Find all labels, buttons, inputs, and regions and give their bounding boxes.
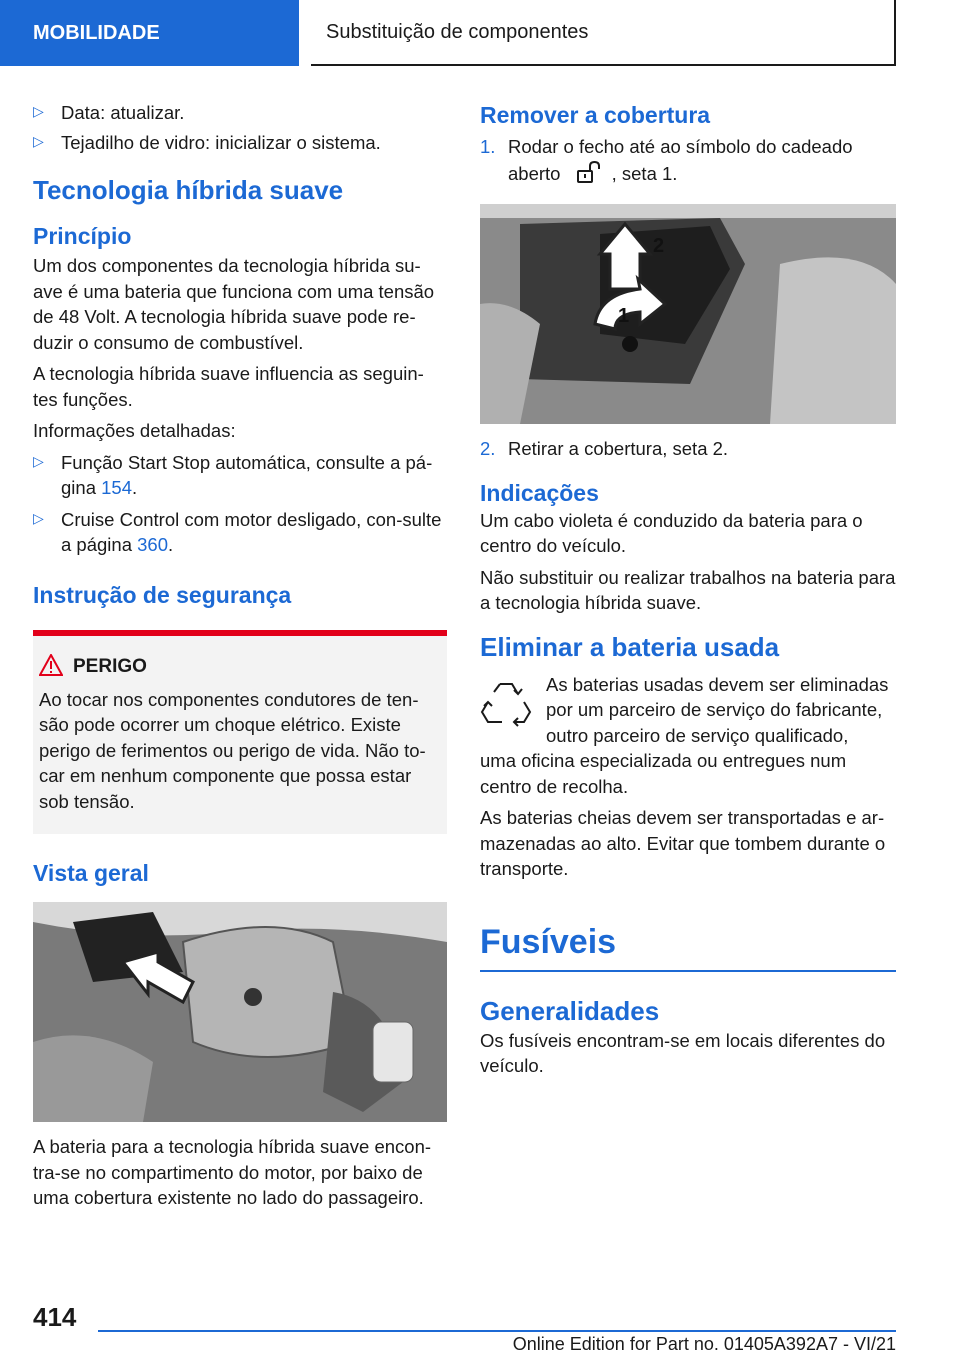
chapter-title: Substituição de componentes — [326, 20, 589, 43]
step-item: 1. Rodar o fecho até ao símbolo do cadeado aberto , seta 1. — [480, 134, 896, 190]
paragraph: As baterias usadas devem ser eliminadas por um parceiro de serviço do fabricante, outro parceiro de serviço qualificado, — [546, 673, 889, 746]
heading-eliminar: Eliminar a bateria usada — [480, 631, 780, 662]
arrow-label-2: 2 — [653, 235, 665, 257]
page-link[interactable]: 360 — [137, 534, 168, 555]
section-title: MOBILIDADE — [33, 21, 160, 44]
heading-fusiveis: Fusíveis — [480, 922, 617, 961]
footer-rule — [98, 1330, 896, 1332]
paragraph: uma oficina especializada ou entregues num centro de recolha. — [480, 750, 847, 797]
list-item: ▷ Cruise Control com motor desligado, con-sulte a página 360. — [33, 507, 447, 558]
padlock-open-icon — [576, 160, 602, 191]
page-link[interactable]: 154 — [101, 477, 132, 498]
battery-cover-photo — [480, 204, 896, 424]
engine-bay-photo — [33, 902, 447, 1122]
triangle-bullet-icon: ▷ — [33, 132, 44, 149]
step-item: 2. Retirar a cobertura, seta 2. — [480, 436, 896, 462]
heading-vista-geral: Vista geral — [33, 860, 149, 886]
step-number: 2. — [480, 438, 496, 459]
paragraph: A tecnologia híbrida suave influencia as seguin-tes funções. — [33, 363, 424, 410]
list-item: ▷ Data: atualizar. — [33, 100, 447, 126]
paragraph: Um cabo violeta é conduzido da bateria para o centro do veículo. — [480, 509, 863, 556]
arrow-label-1: 1 — [618, 305, 630, 327]
triangle-bullet-icon: ▷ — [33, 509, 44, 526]
list-item: ▷ Tejadilho de vidro: inicializar o sistema. — [33, 130, 447, 156]
triangle-bullet-icon: ▷ — [33, 452, 44, 469]
paragraph: Não substituir ou realizar trabalhos na bateria para a tecnologia híbrida suave. — [480, 566, 896, 613]
chapter-header — [311, 0, 896, 66]
heading-remover: Remover a cobertura — [480, 102, 711, 128]
triangle-bullet-icon: ▷ — [33, 103, 44, 119]
danger-header — [39, 654, 439, 681]
danger-box — [33, 630, 447, 835]
paragraph: Informações detalhadas: — [33, 420, 236, 441]
section-tab — [0, 0, 299, 66]
photo-caption: A bateria para a tecnologia híbrida suave encon-tra-se no compartimento do motor, por baixo de uma cobertura existente no lado do passageiro. — [33, 1136, 432, 1208]
footer-edition: Online Edition for Part no. 01405A392A7 - VI/21 — [512, 1334, 896, 1354]
heading-indicacoes: Indicações — [480, 479, 599, 506]
danger-title: PERIGO — [73, 656, 147, 677]
page-number: 414 — [33, 1302, 77, 1332]
right-column — [480, 100, 896, 1079]
paragraph: As baterias cheias devem ser transportadas e ar-mazenadas ao alto. Evitar que tombem durante o transporte. — [480, 807, 886, 879]
danger-text: Ao tocar nos componentes condutores de ten-são pode ocorrer um choque elétrico. Existe perigo de ferimentos ou perigo de vida. Não to-car em nenhum componente que possa estar sob tensão. — [39, 688, 426, 812]
list-item: ▷ Função Start Stop automática, consulte a pá-gina 154. — [33, 450, 447, 501]
paragraph: Um dos componentes da tecnologia híbrida su-ave é uma bateria que funciona com uma tensão de 48 Volt. A tecnologia híbrida suave pode re-duzir o consumo de combustível. — [33, 255, 435, 353]
heading-principio: Princípio — [33, 223, 132, 249]
warning-triangle-icon — [39, 654, 63, 681]
heading-generalidades: Generalidades — [480, 995, 660, 1026]
recycle-block — [480, 672, 896, 749]
step-number: 1. — [480, 136, 496, 157]
left-column — [33, 100, 447, 1211]
recycle-icon — [480, 672, 546, 749]
paragraph: Os fusíveis encontram-se em locais diferentes do veículo. — [480, 1029, 886, 1076]
heading-seguranca: Instrução de segurança — [33, 581, 292, 608]
heading-rule — [480, 970, 896, 972]
heading-tecnologia: Tecnologia híbrida suave — [33, 175, 344, 205]
